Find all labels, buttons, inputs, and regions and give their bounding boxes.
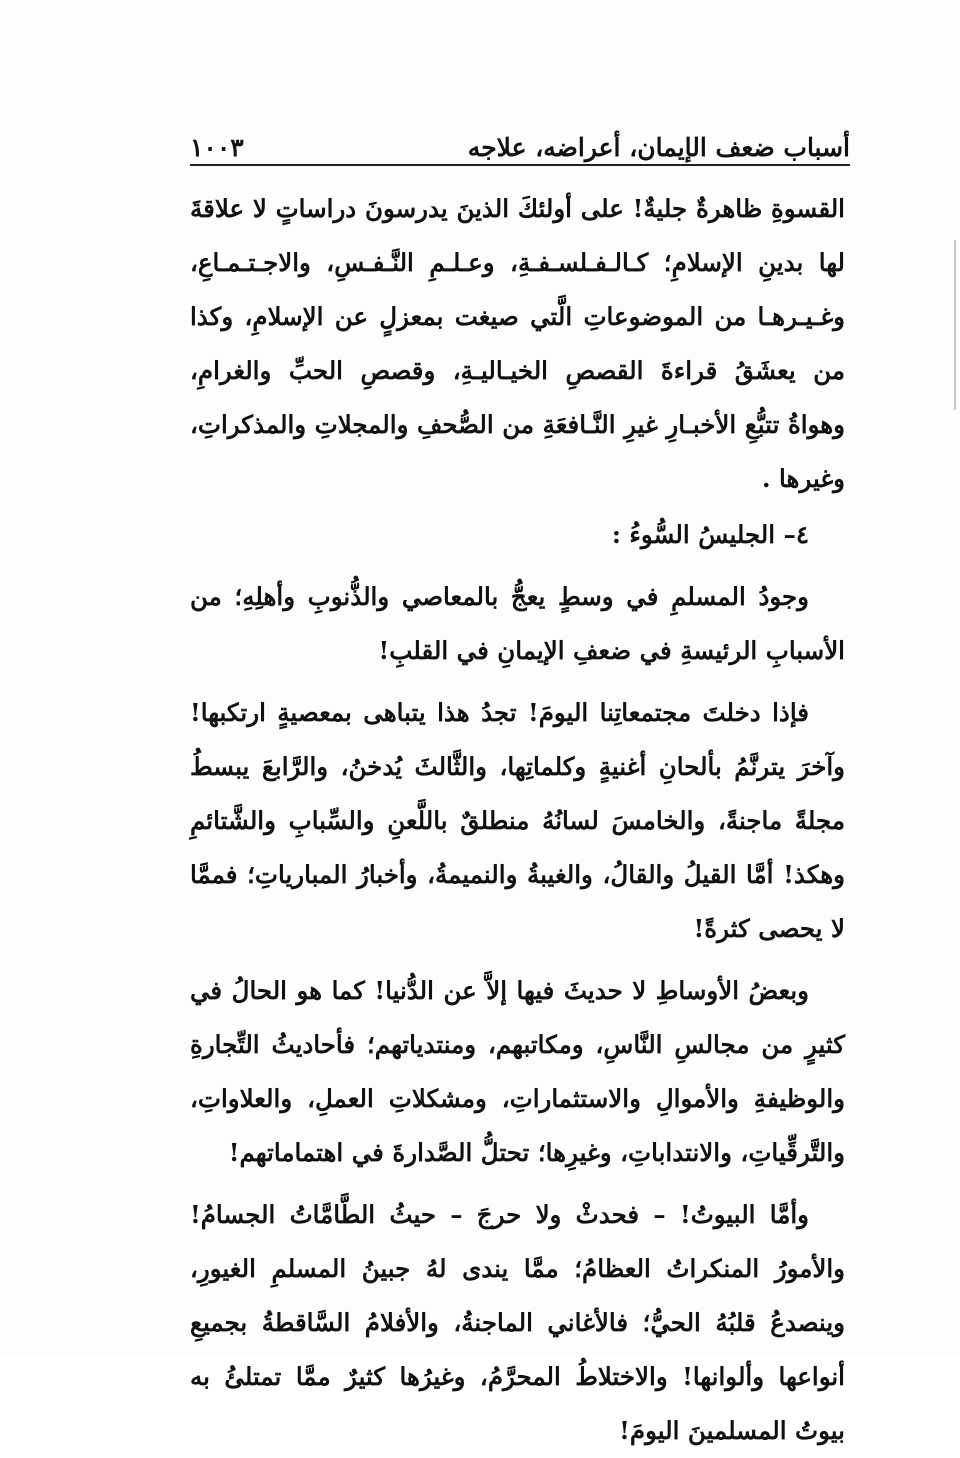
text-line: المنكراتُ العظامُ؛ ممَّا يندى لهُ جبينُ المسلمِ الغيورِ، وينصدعُ قلبُهُ الحيُّ؛ [190, 1254, 845, 1337]
text-line: القسوةِ ظاهرةٌ جليةٌ! على أولئكَ الذينَ يدرسونَ دراساتٍ لا علاقةَ لها [190, 194, 845, 277]
paragraph [190, 964, 845, 1180]
text-line: يترنَّمُ بألحانِ أغنيةٍ وكلماتِها، والثَّالثَ يُدخنُ، والرَّابعَ يبسطُ مجلةً ماجنةً، [190, 752, 845, 835]
text-line: من مجالسِ النَّاسِ، ومكاتبهم، ومنتدياتهم؛ فأحاديثُ التِّجارةِ والوظيفةِ [190, 1030, 845, 1113]
text-line: فإذا دخلتَ مجتمعاتِنا اليومَ! تجدُ هذا يتباهى بمعصيةٍ ارتكبها! وآخرَ [190, 698, 845, 781]
text-line: بدينِ الإسلامِ؛ كـالـفـلسـفـةِ، وعـلـمِ النَّـفـسِ، والاجـتـمـاعِ، وغـيـرهـا من [190, 248, 846, 331]
paragraph [190, 182, 845, 506]
text-line: الخيـاليـةِ، وقصصِ الحبِّ والغرامِ، وهواةُ تتبُّعِ الأخبـارِ غيرِ النَّـافعَةِ من [190, 356, 845, 439]
header-rule [190, 164, 850, 166]
paragraph [190, 686, 845, 956]
text-line: الصُّحفِ والمجلاتِ والمذكراتِ، وغيرها . [190, 410, 845, 493]
text-line: والغيبةُ والنميمةُ، وأخبارُ المبارياتِ؛ فممَّا لا يحصى كثرةً! [190, 860, 845, 943]
text-line: والخامسَ لسانُهُ منطلقٌ باللَّعنِ والسِّبابِ والشَّتائمِ وهكذ! أمَّا القيلُ والقالُ، [190, 806, 845, 889]
text-line: فالأغاني الماجنةُ، والأفلامُ السَّاقطةُ بجميعِ أنواعها وألوانها! والاختلاطُ [190, 1308, 845, 1391]
heading-text: ٤– الجليسُ السُّوءُ : [611, 520, 809, 549]
header-title: أسباب ضعف الإيمان، أعراضه، علاجه [467, 133, 850, 162]
section-heading [190, 508, 845, 562]
page-edge-mark [954, 240, 956, 410]
text-line: والانتداباتِ، وغيرِها؛ تحتلُّ الصَّدارةَ في اهتماماتهم! [228, 1138, 732, 1167]
page-number: ١٠٠٣ [190, 133, 244, 162]
text-line: وأمَّا البيوتُ! – فحدثْ ولا حرجَ – حيثُ الطَّامَّاتُ الجسامُ! والأمورُ [190, 1200, 845, 1283]
running-header [190, 122, 850, 162]
paragraph [190, 1188, 845, 1458]
text-line: الرئيسةِ في ضعفِ الإيمانِ في القلبِ! [378, 636, 758, 665]
page-body [190, 182, 845, 1458]
text-line: وبعضُ الأوساطِ لا حديثَ فيها إلاَّ عن الدُّنيا! كما هو الحالُ في كثيرٍ [190, 976, 845, 1059]
text-line: الموضوعاتِ الَّتي صيغت بمعزلٍ عن الإسلامِ، وكذا من يعشَقُ قراءةَ القصصِ [190, 302, 846, 385]
text-line: والأموالِ والاستثماراتِ، ومشكلاتِ العملِ، والعلاواتِ، والتَّرقِّياتِ، [190, 1084, 845, 1167]
text-line: وجودُ المسلمِ في وسطٍ يعجُّ بالمعاصي والذُّنوبِ وأهلِهِ؛ من الأسبابِ [190, 582, 845, 665]
paragraph [190, 570, 845, 678]
text-line: المحرَّمُ، وغيرُها كثيرٌ ممَّا تمتلئُ به بيوتُ المسلمينَ اليومَ! [190, 1362, 845, 1445]
